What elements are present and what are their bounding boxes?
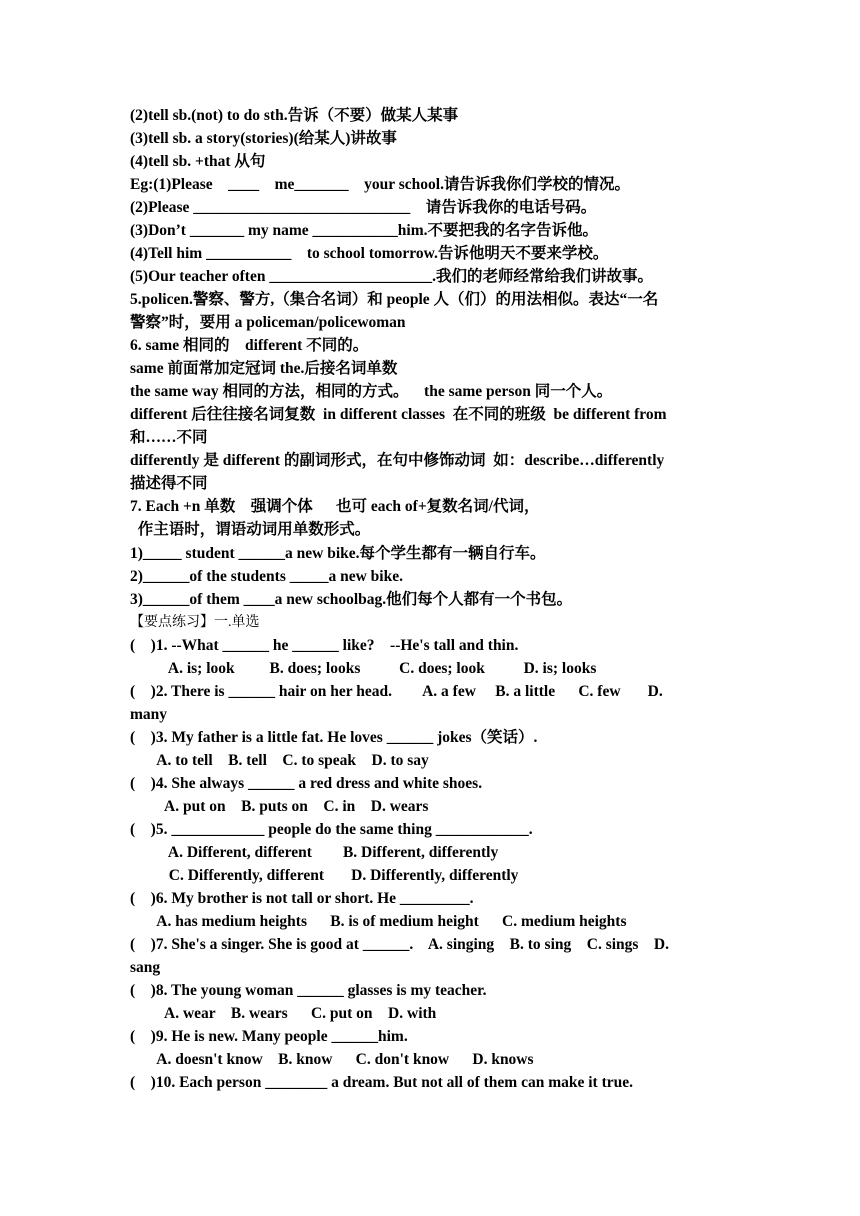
text-line: differently 是 different 的副词形式，在句中修饰动词 如：describe…differently	[130, 452, 665, 469]
text-line: 1)_____ student ______a new bike.每个学生都有一辆自行车。	[130, 545, 546, 562]
text-line: 7. Each +n 单数 强调个体 也可 each of+复数名词/代词，	[130, 498, 540, 515]
text-line: 5.policen.警察、警方,（集合名词）和 people 人（们）的用法相似。表达“一名	[130, 291, 659, 308]
question-line: ( )8. The young woman ______ glasses is my teacher.	[130, 982, 487, 999]
text-line: 2)______of the students _____a new bike.	[130, 568, 403, 585]
text-line: (3)Don’t _______ my name ___________him.不要把我的名字告诉他。	[130, 222, 598, 239]
question-line: ( )9. He is new. Many people ______him.	[130, 1028, 408, 1045]
text-line: different 后往往接名词复数 in different classes 在不同的班级 be different from	[130, 406, 667, 423]
options-line: A. wear B. wears C. put on D. with	[130, 1005, 437, 1022]
question-line: ( )7. She's a singer. She is good at ______. A. singing B. to sing C. sings D.	[130, 936, 670, 953]
question-line: ( )10. Each person ________ a dream. But not all of them can make it true.	[130, 1074, 634, 1091]
options-line: C. Differently, different D. Differently, differently	[130, 867, 519, 884]
question-line: ( )3. My father is a little fat. He loves ______ jokes（笑话）.	[130, 729, 538, 746]
options-line: A. to tell B. tell C. to speak D. to say	[130, 752, 429, 769]
text-line: 和……不同	[130, 429, 208, 446]
text-line: (2)Please ____________________________ 请告诉我你的电话号码。	[130, 199, 597, 216]
text-line: sang	[130, 959, 161, 976]
text-line: (4)tell sb. +that 从句	[130, 153, 266, 170]
question-line: ( )5. ____________ people do the same thing ____________.	[130, 821, 533, 838]
text-line: 警察”时，要用 a policeman/policewoman	[130, 314, 406, 331]
options-line: A. doesn't know B. know C. don't know D. knows	[130, 1051, 534, 1068]
text-line: 作主语时，谓语动词用单数形式。	[130, 521, 371, 538]
text-line: 6. same 相同的 different 不同的。	[130, 337, 369, 354]
question-line: ( )2. There is ______ hair on her head. A. a few B. a little C. few D.	[130, 683, 663, 700]
question-line: ( )4. She always ______ a red dress and white shoes.	[130, 775, 483, 792]
text-line: 3)______of them ____a new schoolbag.他们每个人都有一个书包。	[130, 591, 573, 608]
text-line: (4)Tell him ___________ to school tomorrow.告诉他明天不要来学校。	[130, 245, 609, 262]
text-line: Eg:(1)Please ____ me_______ your school.请告诉我你们学校的情况。	[130, 176, 630, 193]
text-line: (2)tell sb.(not) to do sth.告诉（不要）做某人某事	[130, 107, 459, 124]
options-line: A. Different, different B. Different, differently	[130, 844, 499, 861]
question-line: ( )6. My brother is not tall or short. He _________.	[130, 890, 474, 907]
section-heading: 【要点练习】一.单选	[130, 615, 260, 630]
options-line: A. has medium heights B. is of medium height C. medium heights	[130, 913, 627, 930]
text-line: the same way 相同的方法，相同的方式。 the same person 同一个人。	[130, 383, 613, 400]
text-line: same 前面常加定冠词 the.后接名词单数	[130, 360, 398, 377]
text-line: (3)tell sb. a story(stories)(给某人)讲故事	[130, 130, 397, 147]
options-line: A. is; look B. does; looks C. does; look D. is; looks	[130, 660, 597, 677]
question-line: ( )1. --What ______ he ______ like? --He's tall and thin.	[130, 637, 519, 654]
text-line: many	[130, 706, 168, 723]
text-line: 描述得不同	[130, 475, 208, 492]
options-line: A. put on B. puts on C. in D. wears	[130, 798, 429, 815]
text-line: (5)Our teacher often _____________________.我们的老师经常给我们讲故事。	[130, 268, 653, 285]
